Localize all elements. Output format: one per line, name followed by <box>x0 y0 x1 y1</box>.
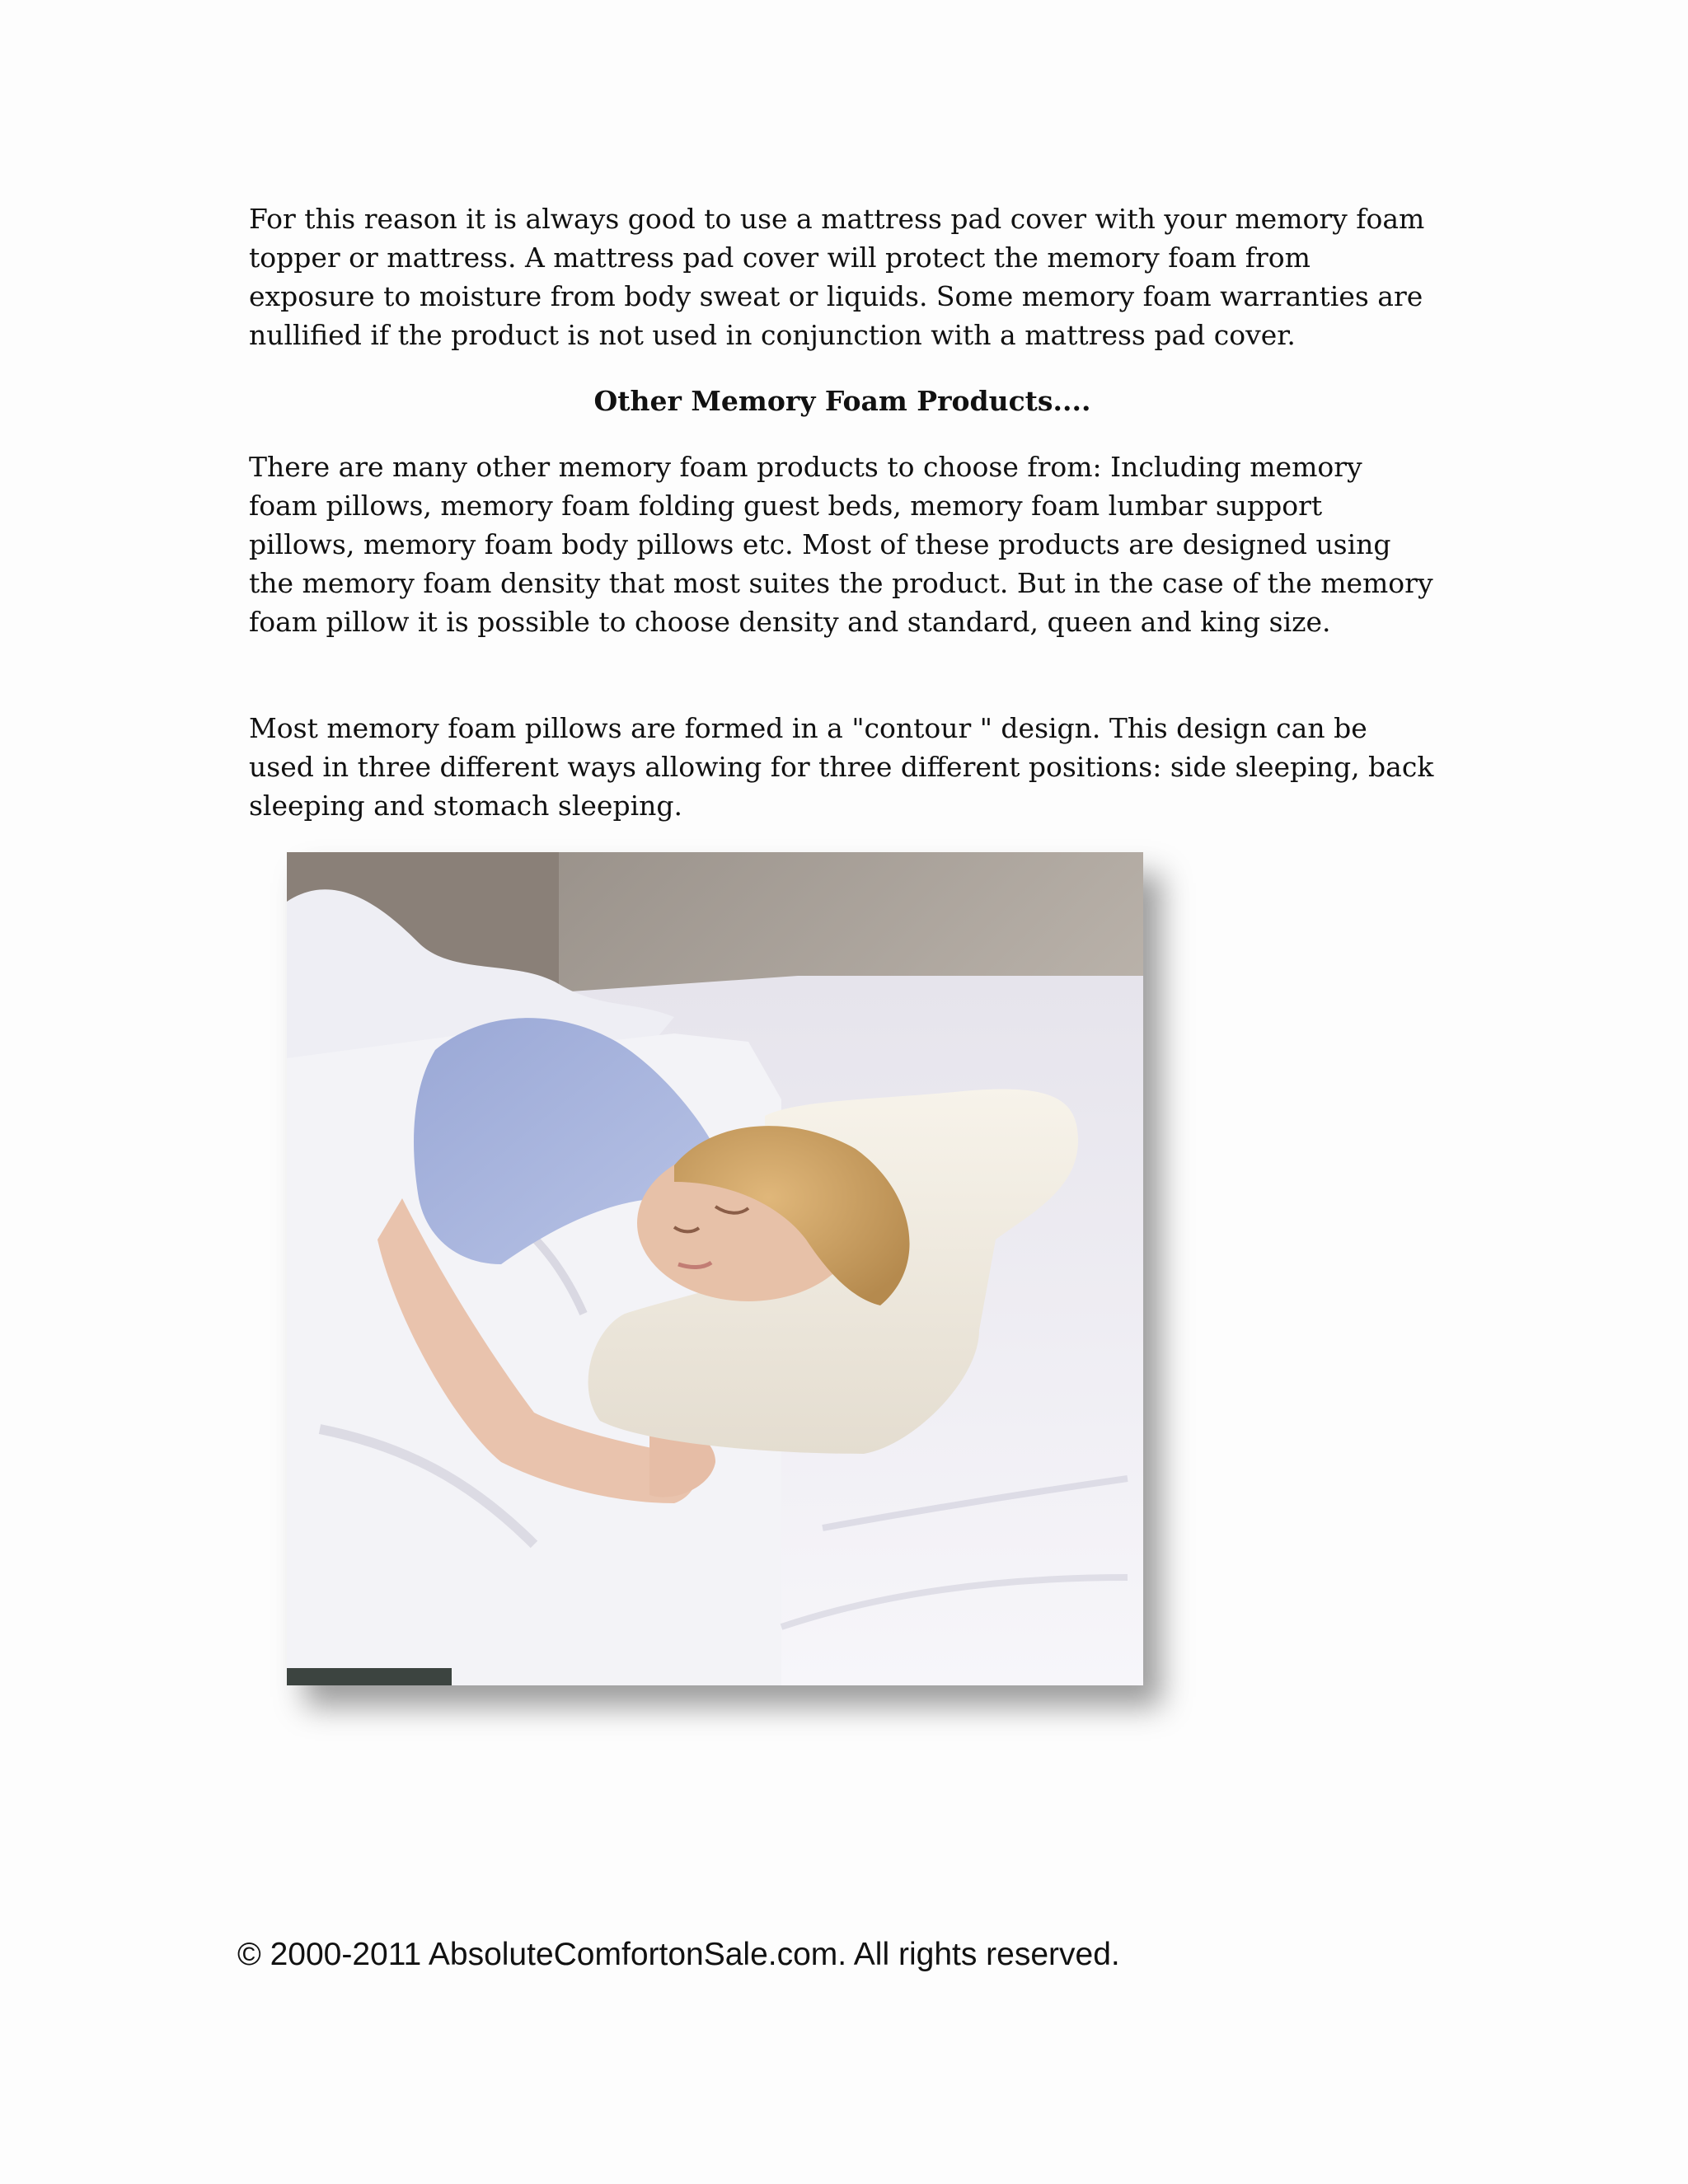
intro-paragraph-text: For this reason it is always good to use a mattress pad cover with your memory foam topper or mattress. A mattress pad cover will protect the memory foam from exposure to moisture from body sweat or liquids. Some memory foam warranties are nullified if the product is not used in conjunction with a mattress pad cover. <box>249 203 1425 351</box>
copyright-footer: © 2000-2011 AbsoluteComfortonSale.com. All rights reserved. <box>237 1937 1120 1972</box>
contour-paragraph <box>249 709 1436 825</box>
products-paragraph-text: There are many other memory foam products to choose from: Including memory foam pillows, memory foam folding guest beds, memory foam lumbar support pillows, memory foam body pillows etc. Most of these products are designed using the memory foam density that most suites the product. But in the case of the memory foam pillow it is possible to choose density and standard, queen and king size. <box>249 451 1433 638</box>
contour-paragraph-text: Most memory foam pillows are formed in a "contour " design. This design can be used in three different ways allowing for three different positions: side sleeping, back sleeping and stomach sleeping. <box>249 712 1434 822</box>
products-paragraph <box>249 448 1436 641</box>
section-heading: Other Memory Foam Products.... <box>593 385 1091 417</box>
intro-paragraph <box>249 199 1436 354</box>
woman-sleeping-on-contour-pillow-photo <box>287 852 1143 1685</box>
